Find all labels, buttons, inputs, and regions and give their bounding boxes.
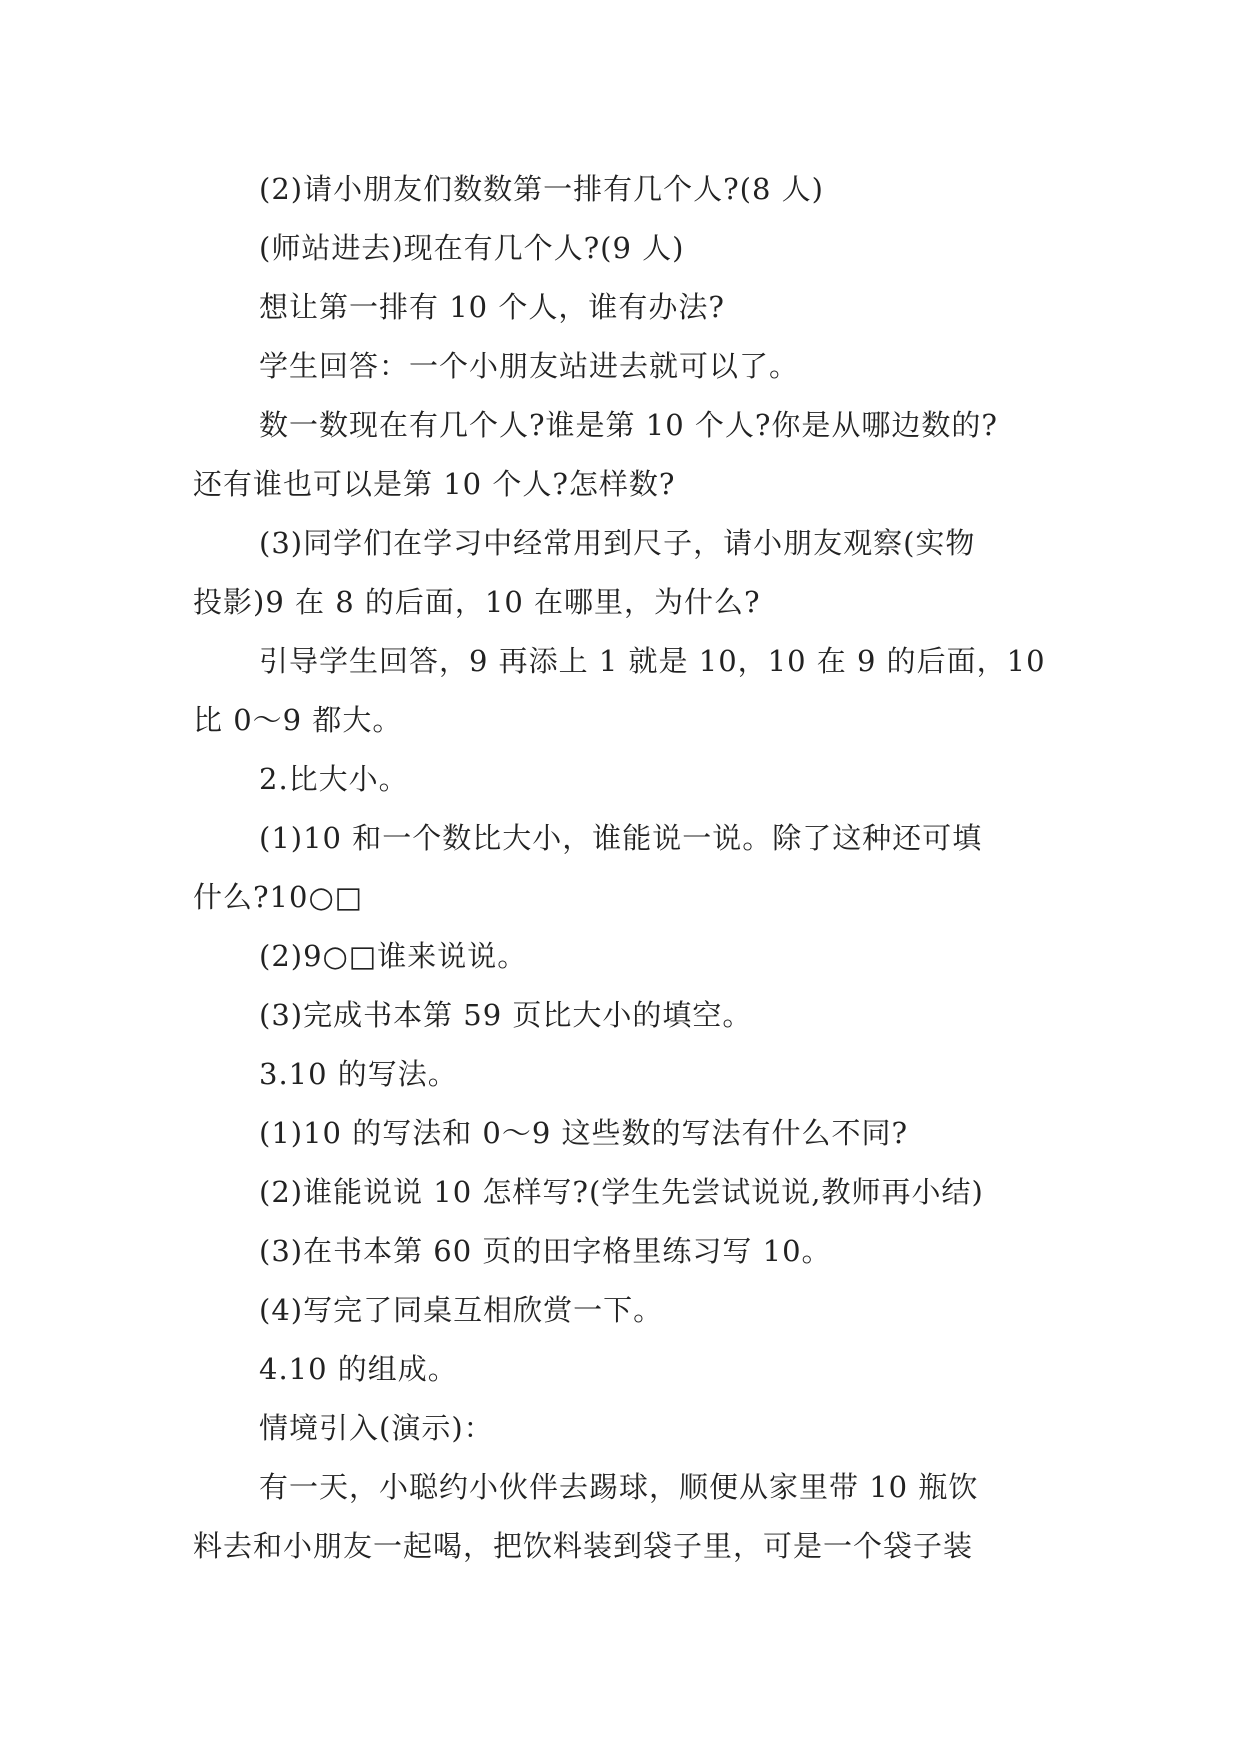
text-line: 学生回答：一个小朋友站进去就可以了。 bbox=[259, 349, 800, 383]
paragraph bbox=[193, 337, 1053, 396]
document-body bbox=[193, 160, 1053, 1576]
text-line: 2.比大小。 bbox=[259, 762, 409, 796]
section-heading bbox=[193, 1340, 1053, 1399]
text-line: (师站进去)现在有几个人?(9 人) bbox=[259, 231, 685, 265]
section-heading bbox=[193, 1045, 1053, 1104]
paragraph bbox=[193, 1104, 1053, 1163]
text-line: (3)完成书本第 59 页比大小的填空。 bbox=[259, 998, 753, 1032]
paragraph bbox=[193, 1399, 1053, 1458]
paragraph bbox=[193, 986, 1053, 1045]
paragraph bbox=[193, 278, 1053, 337]
paragraph bbox=[193, 1222, 1053, 1281]
text-line: 情境引入(演示)： bbox=[259, 1411, 494, 1445]
text-line: (1)10 和一个数比大小，谁能说一说。除了这种还可填 bbox=[259, 821, 983, 855]
text-line: 有一天，小聪约小伙伴去踢球，顺便从家里带 10 瓶饮 bbox=[259, 1470, 979, 1504]
paragraph bbox=[193, 219, 1053, 278]
paragraph bbox=[193, 1458, 1053, 1576]
section-heading bbox=[193, 750, 1053, 809]
paragraph bbox=[193, 927, 1053, 986]
text-line: 想让第一排有 10 个人，谁有办法? bbox=[259, 290, 725, 324]
paragraph bbox=[193, 809, 1053, 927]
text-line: 比 0～9 都大。 bbox=[193, 703, 403, 737]
paragraph bbox=[193, 160, 1053, 219]
text-line: 引导学生回答，9 再添上 1 就是 10，10 在 9 的后面，10 bbox=[259, 644, 1046, 678]
text-line: 4.10 的组成。 bbox=[259, 1352, 458, 1386]
text-line: 什么?10○□ bbox=[193, 880, 364, 914]
text-line: 投影)9 在 8 的后面，10 在哪里，为什么? bbox=[193, 585, 761, 619]
paragraph bbox=[193, 514, 1053, 632]
paragraph bbox=[193, 1163, 1053, 1222]
text-line: (4)写完了同桌互相欣赏一下。 bbox=[259, 1293, 664, 1327]
paragraph bbox=[193, 1281, 1053, 1340]
text-line: (1)10 的写法和 0～9 这些数的写法有什么不同? bbox=[259, 1116, 909, 1150]
text-line: 料去和小朋友一起喝，把饮料装到袋子里，可是一个袋子装 bbox=[193, 1529, 974, 1563]
text-line: (3)同学们在学习中经常用到尺子，请小朋友观察(实物 bbox=[259, 526, 976, 560]
text-line: (3)在书本第 60 页的田字格里练习写 10。 bbox=[259, 1234, 832, 1268]
text-line: 数一数现在有几个人?谁是第 10 个人?你是从哪边数的? bbox=[259, 408, 998, 442]
paragraph bbox=[193, 396, 1053, 514]
text-line: (2)请小朋友们数数第一排有几个人?(8 人) bbox=[259, 172, 824, 206]
text-line: (2)9○□谁来说说。 bbox=[259, 939, 528, 973]
paragraph bbox=[193, 632, 1053, 750]
text-line: 还有谁也可以是第 10 个人?怎样数? bbox=[193, 467, 676, 501]
text-line: 3.10 的写法。 bbox=[259, 1057, 458, 1091]
text-line: (2)谁能说说 10 怎样写?(学生先尝试说说,教师再小结) bbox=[259, 1175, 984, 1209]
